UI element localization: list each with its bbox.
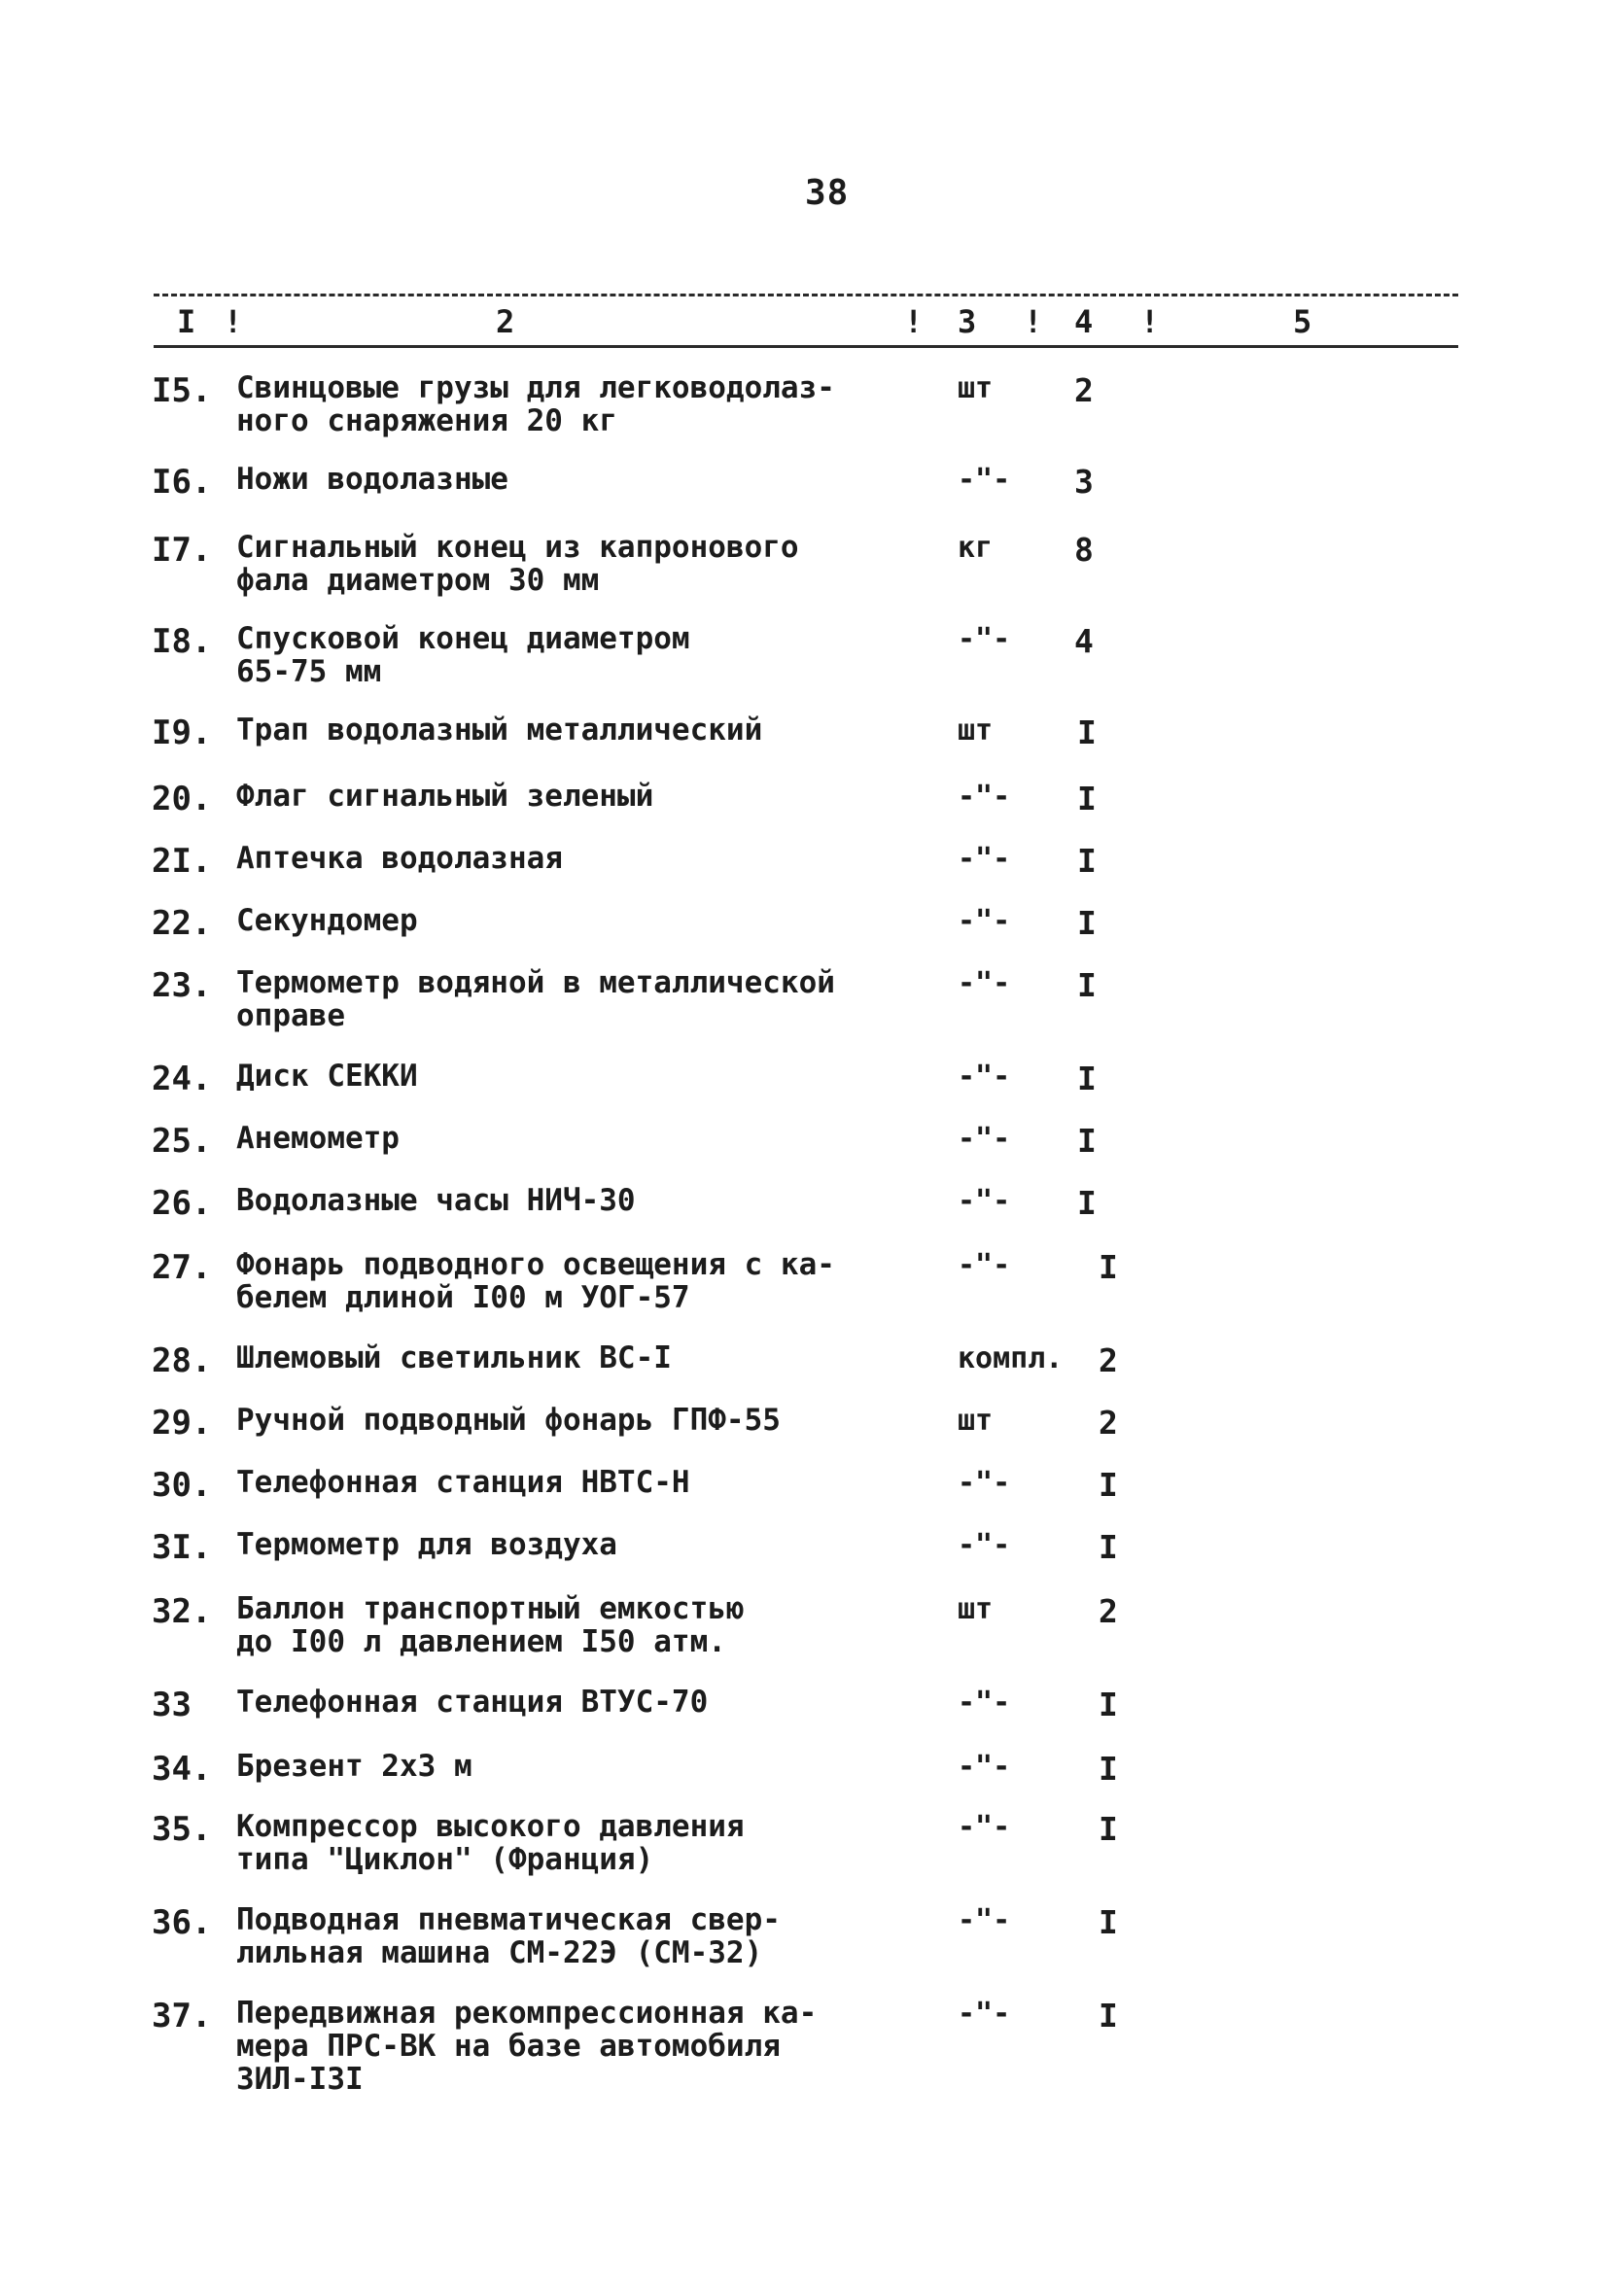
item-quantity: I	[1077, 966, 1097, 1004]
item-name: Спусковой конец диаметром 65-75 мм	[236, 621, 690, 689]
item-quantity: I	[1077, 780, 1097, 818]
row-number: 35.	[152, 1810, 212, 1849]
item-name: Ручной подводный фонарь ГПФ-55	[236, 1403, 781, 1438]
row-number: 37.	[152, 1997, 212, 2035]
item-name: Подводная пневматическая свер- лильная машина СМ-22Э (СМ-32)	[236, 1902, 781, 1970]
item-quantity: I	[1077, 713, 1097, 751]
item-quantity: 8	[1074, 531, 1094, 569]
row-number: 34.	[152, 1750, 212, 1789]
item-name: Фонарь подводного освещения с ка- белем длиной I00 м УОГ-57	[236, 1247, 835, 1315]
item-name: Шлемовый светильник ВС-I	[236, 1340, 672, 1375]
column-header-4: 4	[1074, 303, 1094, 340]
item-quantity: 2	[1099, 1404, 1118, 1442]
item-quantity: I	[1099, 1466, 1118, 1504]
header-top-dashed-rule	[154, 294, 1458, 296]
row-number: I9.	[152, 713, 212, 752]
item-name: Ножи водолазные	[236, 462, 508, 497]
row-number: 32.	[152, 1592, 212, 1631]
item-name: Анемометр	[236, 1121, 400, 1156]
item-unit: -"-	[958, 1686, 1011, 1720]
item-unit: -"-	[958, 1184, 1011, 1218]
row-number: 28.	[152, 1341, 212, 1380]
item-unit: -"-	[958, 1997, 1011, 2031]
row-number: 29.	[152, 1404, 212, 1443]
item-name: Секундомер	[236, 903, 418, 938]
item-unit: -"-	[958, 1122, 1011, 1156]
item-name: Компрессор высокого давления типа "Циклон" (Франция)	[236, 1809, 745, 1877]
item-name: Диск СЕККИ	[236, 1059, 418, 1094]
item-quantity: I	[1099, 1997, 1118, 2035]
item-name: Водолазные часы НИЧ-30	[236, 1183, 636, 1218]
row-number: 25.	[152, 1122, 212, 1161]
item-name: Термометр водяной в металлической оправе	[236, 965, 835, 1033]
row-number: 23.	[152, 966, 212, 1005]
item-unit: -"-	[958, 1903, 1011, 1937]
item-unit: -"-	[958, 463, 1011, 497]
item-unit: -"-	[958, 1810, 1011, 1844]
row-number: 36.	[152, 1903, 212, 1942]
row-number: I7.	[152, 531, 212, 570]
column-header-3: 3	[958, 303, 977, 340]
item-quantity: I	[1099, 1528, 1118, 1566]
item-unit: шт	[958, 713, 994, 748]
item-unit: компл.	[958, 1341, 1064, 1375]
item-name: Телефонная станция НВТС-Н	[236, 1465, 690, 1500]
item-unit: шт	[958, 1592, 994, 1626]
item-unit: шт	[958, 371, 994, 405]
item-quantity: I	[1077, 1060, 1097, 1097]
row-number: 30.	[152, 1466, 212, 1505]
item-quantity: I	[1077, 1122, 1097, 1160]
item-quantity: I	[1099, 1810, 1118, 1848]
item-name: Флаг сигнальный зеленый	[236, 779, 654, 814]
column-header-1: I	[177, 303, 196, 340]
item-name: Термометр для воздуха	[236, 1527, 617, 1562]
row-number: I8.	[152, 622, 212, 661]
header-bottom-rule	[154, 345, 1458, 348]
item-quantity: I	[1099, 1686, 1118, 1723]
item-unit: -"-	[958, 622, 1011, 656]
item-quantity: 3	[1074, 463, 1094, 501]
item-name: Сигнальный конец из капронового фала диаметром 30 мм	[236, 530, 799, 598]
item-quantity: 2	[1074, 371, 1094, 409]
item-quantity: 2	[1099, 1592, 1118, 1630]
item-name: Передвижная рекомпрессионная ка- мера ПРС-ВК на базе автомобиля ЗИЛ-I3I	[236, 1996, 818, 2097]
item-name: Баллон транспортный емкостью до I00 л давлением I50 атм.	[236, 1591, 745, 1659]
column-separator: !	[224, 303, 243, 340]
item-quantity: I	[1099, 1750, 1118, 1788]
column-separator: !	[1140, 303, 1160, 340]
item-name: Телефонная станция ВТУС-70	[236, 1685, 709, 1720]
row-number: 27.	[152, 1248, 212, 1287]
item-quantity: I	[1099, 1903, 1118, 1941]
page-number: 38	[805, 173, 850, 213]
item-unit: -"-	[958, 1060, 1011, 1094]
column-header-5: 5	[1293, 303, 1312, 340]
item-quantity: I	[1077, 904, 1097, 942]
item-name: Брезент 2х3 м	[236, 1749, 472, 1784]
row-number: 3I.	[152, 1528, 212, 1567]
item-unit: -"-	[958, 1750, 1011, 1784]
row-number: 22.	[152, 904, 212, 943]
item-name: Свинцовые грузы для легководолаз- ного снаряжения 20 кг	[236, 370, 835, 438]
row-number: I6.	[152, 463, 212, 502]
column-separator: !	[1024, 303, 1043, 340]
item-unit: -"-	[958, 904, 1011, 938]
row-number: 20.	[152, 780, 212, 818]
item-unit: шт	[958, 1404, 994, 1438]
item-quantity: I	[1077, 842, 1097, 880]
column-header-2: 2	[496, 303, 515, 340]
item-unit: -"-	[958, 966, 1011, 1000]
item-quantity: 2	[1099, 1341, 1118, 1379]
item-name: Трап водолазный металлический	[236, 713, 763, 748]
column-separator: !	[904, 303, 924, 340]
row-number: 33	[152, 1686, 192, 1724]
item-unit: -"-	[958, 1248, 1011, 1282]
item-unit: -"-	[958, 780, 1011, 814]
row-number: 24.	[152, 1060, 212, 1098]
row-number: I5.	[152, 371, 212, 410]
item-unit: -"-	[958, 842, 1011, 876]
item-quantity: I	[1099, 1248, 1118, 1286]
item-quantity: 4	[1074, 622, 1094, 660]
item-unit: -"-	[958, 1466, 1011, 1500]
item-unit: кг	[958, 531, 994, 565]
item-quantity: I	[1077, 1184, 1097, 1222]
item-name: Аптечка водолазная	[236, 841, 563, 876]
row-number: 26.	[152, 1184, 212, 1223]
row-number: 2I.	[152, 842, 212, 881]
item-unit: -"-	[958, 1528, 1011, 1562]
